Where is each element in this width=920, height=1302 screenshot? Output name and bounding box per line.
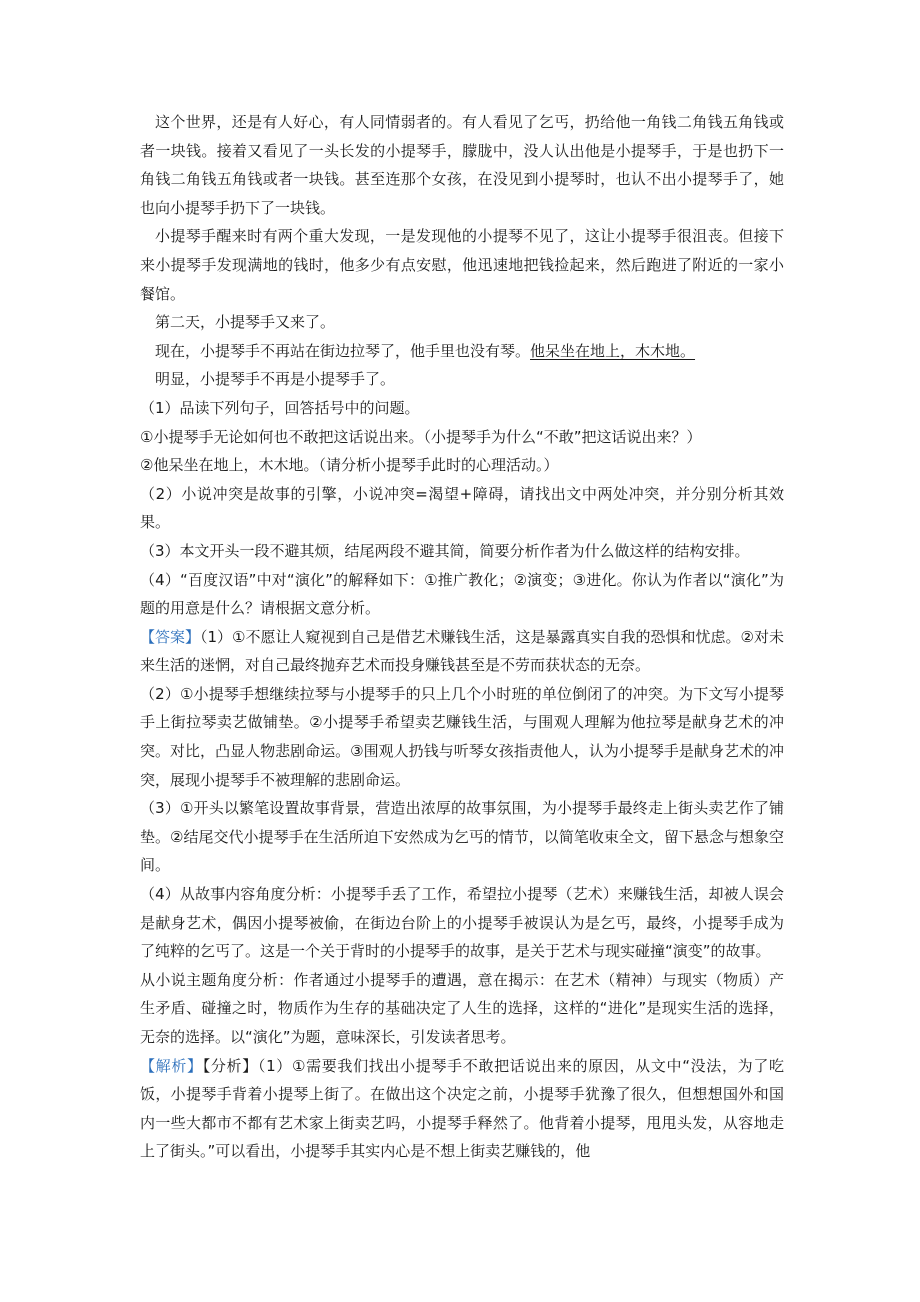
answer-2: （2）①小提琴手想继续拉琴与小提琴手的只上几个小时班的单位倒闭了的冲突。为下文写小提琴手上街拉琴卖艺做铺垫。②小提琴手希望卖艺赚钱生活，与围观人理解为他拉琴是献身艺术的冲突。对比，凸显人物悲剧命运。③围观人扔钱与听琴女孩指责他人，认为小提琴手是献身艺术的冲突，展现小提琴手不被理解的悲剧命运。 <box>140 684 784 789</box>
answer-3: （3）①开头以繁笔设置故事背景，营造出浓厚的故事氛围，为小提琴手最终走上街头卖艺作了铺垫。②结尾交代小提琴手在生活所迫下安然成为乞丐的情节，以简笔收束全文，留下悬念与想象空间。 <box>140 799 784 875</box>
question-1: （1）品读下列句子，回答括号中的问题。 <box>140 398 420 417</box>
answer-4-theme: 从小说主题角度分析：作者通过小提琴手的遭遇，意在揭示：在艺术（精神）与现实（物质）产生矛盾、碰撞之时，物质作为生存的基础决定了人生的选择，这样的“进化”是现实生活的选择，无奈的选择。以“演化”为题，意味深长，引发读者思考。 <box>140 970 784 1046</box>
passage-paragraph-5: 明显，小提琴手不再是小提琴手了。 <box>155 370 396 389</box>
question-1-item-a: ①小提琴手无论如何也不敢把这话说出来。（小提琴手为什么“不敢”把这话说出来？） <box>140 427 702 446</box>
underlined-sentence: 他呆坐在地上，木木地。 <box>530 341 696 360</box>
analysis-text: 【分析】（1）①需要我们找出小提琴手不敢把话说出来的原因，从文中“没法，为了吃饭，小提琴手背着小提琴上街了。在做出这个决定之前，小提琴手犹豫了很久，但想想国外和国内一些大都市不都有艺术家上街卖艺吗，小提琴手释然了。他背着小提琴，甩甩头发，从容地走上了街头。”可以看出，小提琴手其实内心是不想上街卖艺赚钱的，他 <box>140 1056 784 1161</box>
passage-paragraph-4-plain: 现在，小提琴手不再站在街边拉琴了，他手里也没有琴。 <box>155 341 531 360</box>
text-block <box>140 108 784 1166</box>
analysis-tag: 【解析】 <box>140 1056 203 1075</box>
answer-1 <box>140 623 784 680</box>
passage-paragraph-2: 小提琴手醒来时有两个重大发现，一是发现他的小提琴不见了，这让小提琴手很沮丧。但接下来小提琴手发现满地的钱时，他多少有点安慰，他迅速地把钱捡起来，然后跑进了附近的一家小餐馆。 <box>140 227 784 303</box>
answer-tag: 【答案】 <box>140 627 201 646</box>
question-2: （2）小说冲突是故事的引擎，小说冲突=渴望+障碍，请找出文中两处冲突，并分别分析其效果。 <box>140 484 784 532</box>
question-3: （3）本文开头一段不避其烦，结尾两段不避其简，简要分析作者为什么做这样的结构安排。 <box>140 541 750 560</box>
question-4: （4）“百度汉语”中对“演化”的解释如下：①推广教化；②演变；③进化。你认为作者以“演化”为题的用意是什么？请根据文意分析。 <box>140 570 784 618</box>
passage-paragraph-1: 这个世界，还是有人好心，有人同情弱者的。有人看见了乞丐，扔给他一角钱二角钱五角钱或者一块钱。接着又看见了一头长发的小提琴手，朦胧中，没人认出他是小提琴手，于是也扔下一角钱二角钱五角钱或者一块钱。甚至连那个女孩，在没见到小提琴时，也认不出小提琴手了，她也向小提琴手扔下了一块钱。 <box>140 113 784 217</box>
answer-1-text: （1）①不愿让人窥视到自己是借艺术赚钱生活，这是暴露真实自我的恐惧和忧虑。②对未来生活的迷惘，对自己最终抛弃艺术而投身赚钱甚至是不劳而获状态的无奈。 <box>140 627 784 675</box>
passage-paragraph-4 <box>140 337 784 366</box>
question-1-item-b: ②他呆坐在地上，木木地。（请分析小提琴手此时的心理活动。） <box>140 456 559 475</box>
answer-4: （4）从故事内容角度分析：小提琴手丢了工作，希望拉小提琴（艺术）来赚钱生活，却被人误会是献身艺术，偶因小提琴被偷，在街边台阶上的小提琴手被误认为是乞丐，最终，小提琴手成为了纯粹的乞丐了。这是一个关于背时的小提琴手的故事，是关于艺术与现实碰撞“演变”的故事。 <box>140 885 784 961</box>
passage-paragraph-3: 第二天，小提琴手又来了。 <box>155 313 336 332</box>
analysis <box>140 1052 784 1166</box>
